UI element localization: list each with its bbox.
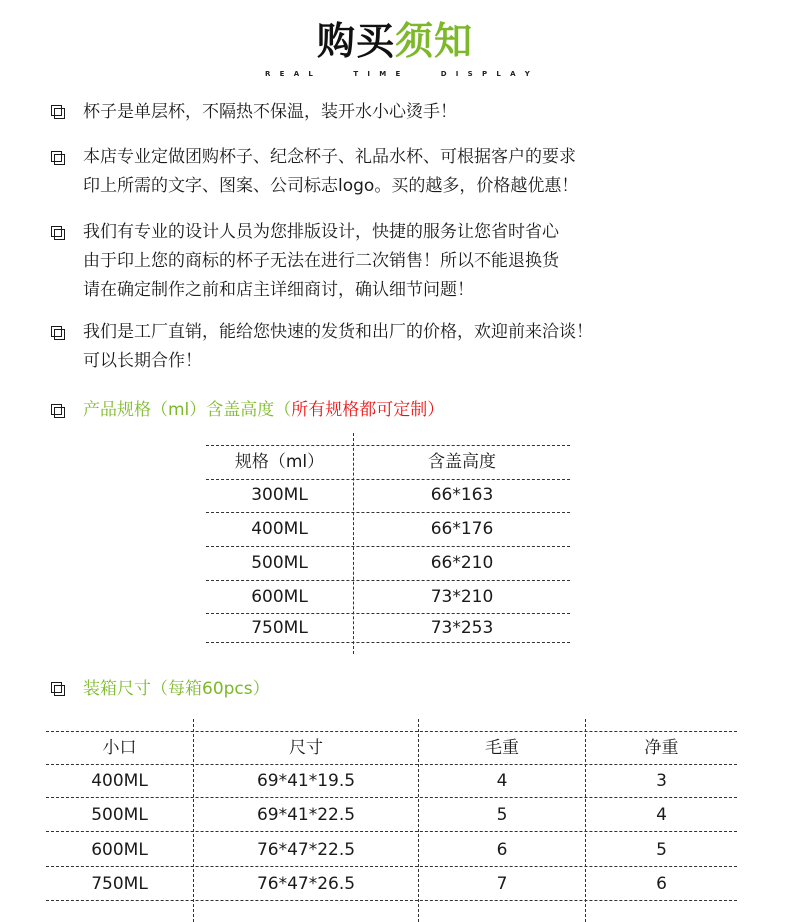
- box-cell-dimensions: 69*41*22.5: [256, 805, 356, 825]
- spec-cell-size: 750ML: [251, 618, 308, 638]
- subtitle-letter: D: [440, 70, 447, 78]
- subtitle-letter: I: [455, 70, 459, 78]
- title-black-part: 购买: [316, 19, 395, 63]
- box-cell-gross-weight: 6: [496, 840, 508, 860]
- double-square-icon: [51, 151, 65, 165]
- box-cell-net-weight: 3: [656, 771, 667, 791]
- spec-cell-size: 400ML: [251, 519, 308, 539]
- double-square-icon: [51, 682, 65, 696]
- box-cell-gross-weight: 5: [496, 805, 508, 825]
- spec-cell-height: 73*210: [430, 587, 494, 607]
- box-cell-gross-weight: 4: [496, 771, 508, 791]
- box-cell-net-weight: 6: [656, 874, 667, 894]
- notice-line: 我们是工厂直销，能给您快速的发货和出厂的价格，欢迎前来洽谈！: [83, 322, 593, 342]
- spec-cell-size: 600ML: [251, 587, 308, 607]
- box-cell-dimensions: 76*47*26.5: [256, 874, 356, 894]
- spec-cell-height: 66*210: [430, 553, 494, 573]
- double-square-icon: [51, 226, 65, 240]
- box-col-header: 净重: [644, 738, 679, 758]
- subtitle-letter: T: [353, 70, 359, 78]
- page-title: [0, 18, 790, 64]
- page-subtitle: [265, 69, 530, 79]
- spec-cell-height: 73*253: [430, 618, 494, 638]
- box-cell-size: 500ML: [91, 805, 148, 825]
- notice-line: 印上所需的文字、图案、公司标志logo。买的越多，价格越优惠！: [83, 176, 579, 196]
- box-cell-dimensions: 76*47*22.5: [256, 840, 356, 860]
- notice-line: 杯子是单层杯，不隔热不保温，装开水小心烫手！: [83, 102, 457, 122]
- subtitle-letter: M: [379, 70, 387, 78]
- subtitle-letter: Y: [524, 70, 530, 78]
- notice-line: 我们有专业的设计人员为您排版设计，快捷的服务让您省时省心: [83, 222, 559, 242]
- box-col-header: 小口: [102, 738, 137, 758]
- double-square-icon: [51, 404, 65, 418]
- double-square-icon: [51, 326, 65, 340]
- spec-heading-green: 产品规格（ml）含盖高度（: [83, 400, 292, 420]
- notice-line: 可以长期合作！: [83, 351, 202, 371]
- spec-col-header: 规格（ml）: [234, 452, 325, 472]
- notice-item: [83, 98, 457, 127]
- box-cell-net-weight: 4: [656, 805, 667, 825]
- notice-item: [83, 143, 578, 201]
- box-col-header: 尺寸: [289, 738, 323, 758]
- subtitle-letter: I: [367, 70, 370, 78]
- box-col-header: 毛重: [485, 738, 519, 758]
- spec-heading-red: 所有规格都可定制）: [291, 400, 445, 420]
- subtitle-letter: S: [467, 70, 473, 78]
- notice-line: 由于印上您的商标的杯子无法在进行二次销售！所以不能退换货: [83, 251, 559, 271]
- box-cell-size: 750ML: [91, 874, 148, 894]
- subtitle-letter: L: [308, 70, 313, 78]
- spec-col-header: 含盖高度: [428, 452, 496, 472]
- notice-item: [83, 218, 559, 305]
- subtitle-letter: A: [510, 70, 516, 78]
- spec-cell-size: 300ML: [251, 485, 308, 505]
- box-cell-gross-weight: 7: [496, 874, 508, 894]
- subtitle-letter: R: [265, 70, 271, 78]
- notice-line: 请在确定制作之前和店主详细商讨，确认细节问题！: [83, 280, 474, 300]
- subtitle-letter: A: [293, 70, 300, 78]
- subtitle-letter: E: [279, 70, 285, 78]
- subtitle-letter: E: [395, 70, 401, 78]
- subtitle-letter: P: [481, 70, 488, 78]
- box-cell-size: 600ML: [91, 840, 148, 860]
- spec-cell-height: 66*163: [430, 485, 494, 505]
- title-green-part: 须知: [395, 19, 474, 63]
- box-cell-dimensions: 69*41*19.5: [256, 771, 356, 791]
- spec-cell-size: 500ML: [251, 553, 308, 573]
- notice-line: 本店专业定做团购杯子、纪念杯子、礼品水杯、可根据客户的要求: [83, 147, 576, 167]
- spec-section-heading: [83, 397, 444, 423]
- notice-item: [83, 318, 593, 376]
- box-section-heading: 装箱尺寸（每箱60pcs）: [83, 679, 270, 699]
- spec-cell-height: 66*176: [430, 519, 494, 539]
- double-square-icon: [51, 105, 65, 119]
- box-cell-net-weight: 5: [656, 840, 667, 860]
- subtitle-letter: L: [496, 70, 501, 78]
- box-cell-size: 400ML: [91, 771, 148, 791]
